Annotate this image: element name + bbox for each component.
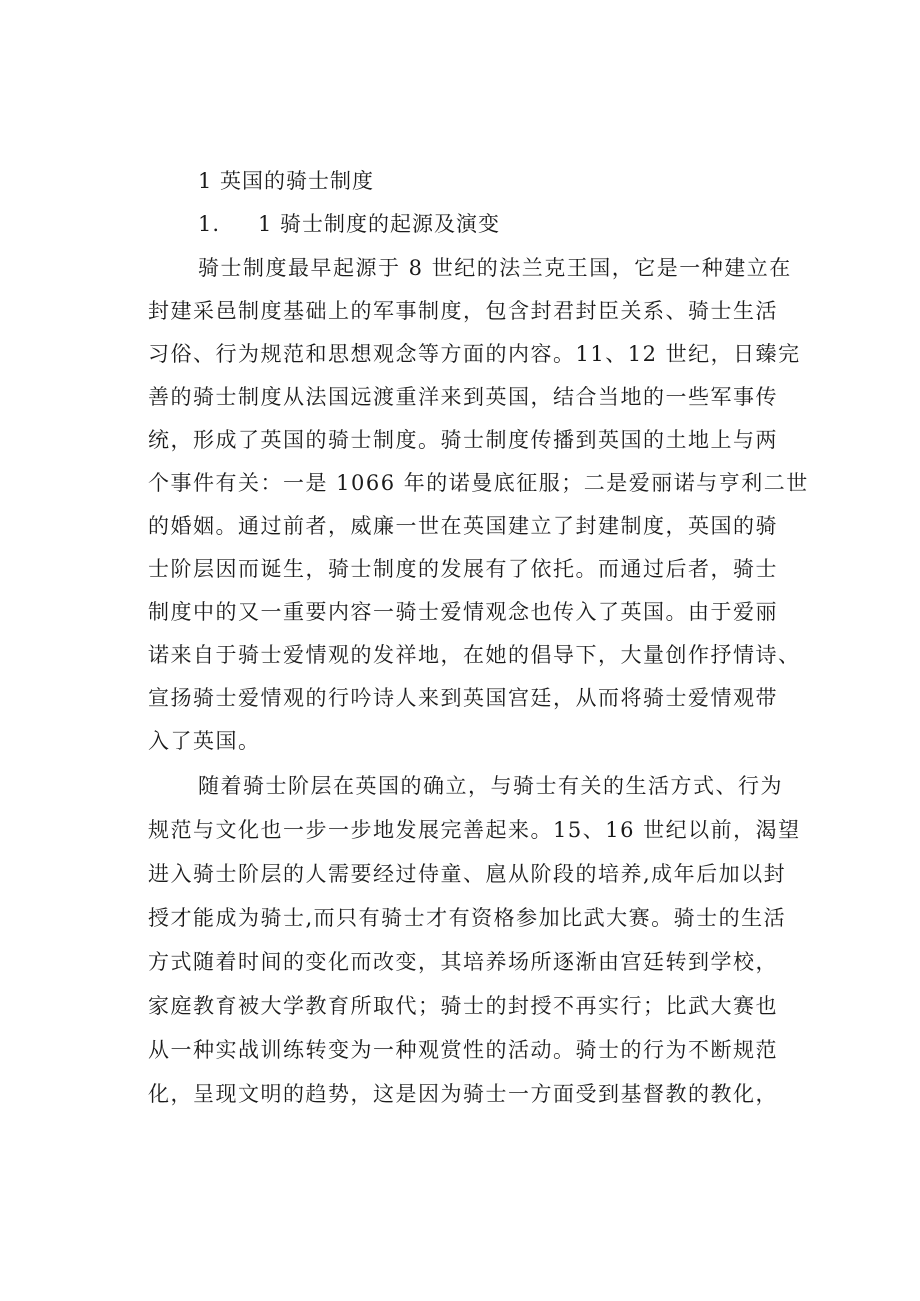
paragraph-line: 随着骑士阶层在英国的确立，与骑士有关的生活方式、行为 — [198, 774, 783, 798]
paragraph-line: 家庭教育被大学教育所取代；骑士的封授不再实行；比武大赛也 — [148, 994, 778, 1018]
paragraph-line: 统，形成了英国的骑士制度。骑士制度传播到英国的土地上与两 — [148, 428, 778, 452]
paragraph-line: 制度中的又一重要内容一骑士爱情观念也传入了英国。由于爱丽 — [148, 600, 778, 624]
paragraph-line: 进入骑士阶层的人需要经过侍童、扈从阶段的培养,成年后加以封 — [148, 862, 787, 886]
paragraph-line: 士阶层因而诞生，骑士制度的发展有了依托。而通过后者，骑士 — [148, 557, 778, 581]
paragraph-line: 化，呈现文明的趋势，这是因为骑士一方面受到基督教的教化， — [148, 1082, 778, 1106]
subsection-heading: 1 骑士制度的起源及演变 — [258, 212, 501, 236]
paragraph-line: 骑士制度最早起源于 8 世纪的法兰克王国，它是一种建立在 — [198, 256, 792, 280]
paragraph-line: 诺来自于骑士爱情观的发祥地，在她的倡导下，大量创作抒情诗、 — [148, 643, 801, 667]
paragraph-line: 封建采邑制度基础上的军事制度，包含封君封臣关系、骑士生活 — [148, 299, 778, 323]
paragraph-line: 习俗、行为规范和思想观念等方面的内容。11、12 世纪，日臻完 — [148, 342, 801, 366]
paragraph-line: 规范与文化也一步一步地发展完善起来。15、16 世纪以前，渴望 — [148, 818, 801, 842]
paragraph-line: 善的骑士制度从法国远渡重洋来到英国，结合当地的一些军事传 — [148, 385, 778, 409]
paragraph-line: 宣扬骑士爱情观的行吟诗人来到英国宫廷，从而将骑士爱情观带 — [148, 686, 778, 710]
subsection-number: 1. — [198, 212, 221, 236]
paragraph-line: 的婚姻。通过前者，威廉一世在英国建立了封建制度，英国的骑 — [148, 514, 778, 538]
paragraph-line: 方式随着时间的变化而改变，其培养场所逐渐由宫廷转到学校， — [148, 950, 778, 974]
paragraph-line: 入了英国。 — [148, 729, 261, 753]
paragraph-line: 个事件有关：一是 1066 年的诺曼底征服；二是爱丽诺与亨利二世 — [148, 471, 809, 495]
paragraph-line: 从一种实战训练转变为一种观赏性的活动。骑士的行为不断规范 — [148, 1038, 778, 1062]
paragraph-line: 授才能成为骑士,而只有骑士才有资格参加比武大赛。骑士的生活 — [148, 906, 787, 930]
section-heading: 1 英国的骑士制度 — [198, 169, 375, 193]
